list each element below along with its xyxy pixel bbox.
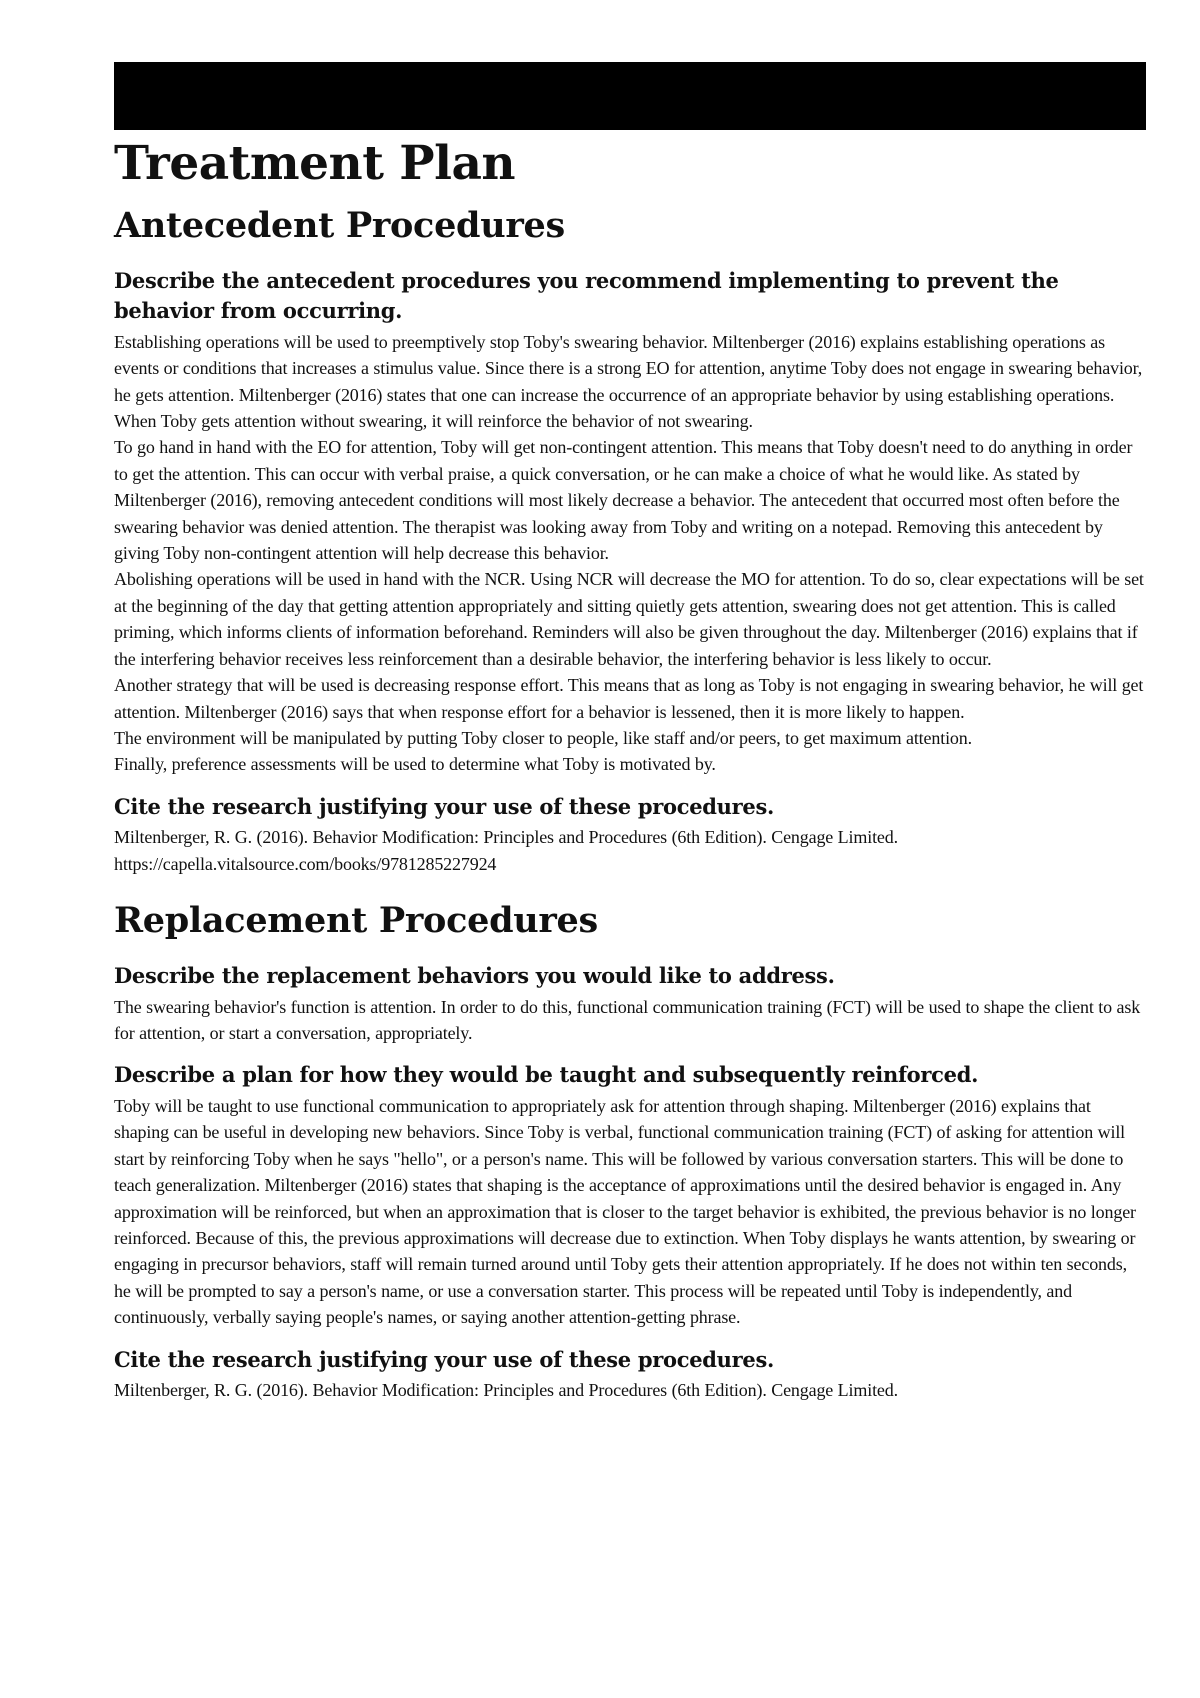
answer-paragraph: Toby will be taught to use functional communication to appropriately ask for attention through shaping. Miltenberger (2016) explains that shaping can be useful in developing new behaviors. Since Toby is verbal, functional communication training (FCT) of asking for attention will start by reinforcing Toby when he says "hello", or a person's name. This will be followed by various conversation starters. This will be done to teach generalization. Miltenberger (2016) states that shaping is the acceptance of approximations until the desired behavior is engaged in. Any approximation will be reinforced, but when an approximation that is closer to the target behavior is exhibited, the previous behavior is no longer reinforced. Because of this, the previous approximations will decrease due to extinction. When Toby displays he wants attention, by swearing or engaging in precursor behaviors, staff will remain turned around until Toby gets their attention appropriately. If he does not within ten seconds, he will be prompted to say a person's name, or use a conversation starter. This process will be repeated until Toby is independently, and continuously, verbally saying people's names, or saying another attention-getting phrase. bbox=[114, 1095, 1136, 1328]
section-heading-replacement: Replacement Procedures bbox=[114, 899, 598, 941]
answer-paragraph: Establishing operations will be used to preemptively stop Toby's swearing behavior. Miltenberger (2016) explains establishing operations as events or conditions that increases a stimulus value. Since there is a strong EO for attention, anytime Toby does not engage in swearing behavior, he gets attention. Miltenberger (2016) states that one can increase the occurrence of an appropriate behavior by using establishing operations. When Toby gets attention without swearing, it will reinforce the behavior of not swearing. bbox=[114, 331, 1143, 432]
question-cite-research: Cite the research justifying your use of these procedures. bbox=[114, 793, 774, 819]
answer-paragraph: Another strategy that will be used is decreasing response effort. This means that as long as Toby is not engaging in swearing behavior, he will get attention. Miltenberger (2016) says that when response effort for a behavior is lessened, then it is more likely to happen. bbox=[114, 675, 1144, 722]
question-antecedent-procedures: Describe the antecedent procedures you recommend implementing to prevent the behavior from occurring. bbox=[114, 267, 1059, 324]
answer-paragraph: Abolishing operations will be used in hand with the NCR. Using NCR will decrease the MO for attention. To do so, clear expectations will be set at the beginning of the day that getting attention appropriately and sitting quietly gets attention, swearing does not get attention. This is called priming, which informs clients of information beforehand. Reminders will also be given throughout the day. Miltenberger (2016) explains that if the interfering behavior receives less reinforcement than a desirable behavior, the interfering behavior is less likely to occur. bbox=[114, 569, 1144, 669]
answer-paragraph: To go hand in hand with the EO for attention, Toby will get non-contingent attention. This means that Toby doesn't need to do anything in order to get the attention. This can occur with verbal praise, a quick conversation, or he can make a choice of what he would like. As stated by Miltenberger (2016), removing antecedent conditions will most likely decrease a behavior. The antecedent that occurred most often before the swearing behavior was denied attention. The therapist was looking away from Toby and writing on a notepad. Removing this antecedent by giving Toby non-contingent attention will help decrease this behavior. bbox=[114, 437, 1133, 564]
answer-paragraph: The environment will be manipulated by putting Toby closer to people, like staff and/or peers, to get maximum attention. bbox=[114, 727, 972, 748]
answer-paragraph: The swearing behavior's function is attention. In order to do this, functional communication training (FCT) will be used to shape the client to ask for attention, or start a conversation, appropriately. bbox=[114, 996, 1141, 1044]
question-teaching-plan: Describe a plan for how they would be taught and subsequently reinforced. bbox=[114, 1062, 979, 1088]
citation-paragraph: Miltenberger, R. G. (2016). Behavior Modification: Principles and Procedures (6th Edition). Cengage Limited. bbox=[114, 1380, 898, 1400]
question-replacement-behaviors: Describe the replacement behaviors you would like to address. bbox=[114, 963, 835, 989]
page-title: Treatment Plan bbox=[114, 136, 516, 191]
citation-paragraph: Miltenberger, R. G. (2016). Behavior Modification: Principles and Procedures (6th Edition). Cengage Limited. https://capella.vitalsource.com/books/9781285227924 bbox=[114, 827, 898, 874]
question-cite-research: Cite the research justifying your use of these procedures. bbox=[114, 1346, 774, 1372]
answer-paragraph: Finally, preference assessments will be used to determine what Toby is motivated by. bbox=[114, 754, 716, 775]
document-page bbox=[114, 62, 1146, 1403]
section-heading-antecedent: Antecedent Procedures bbox=[114, 204, 565, 246]
redaction-bar bbox=[114, 62, 1146, 130]
